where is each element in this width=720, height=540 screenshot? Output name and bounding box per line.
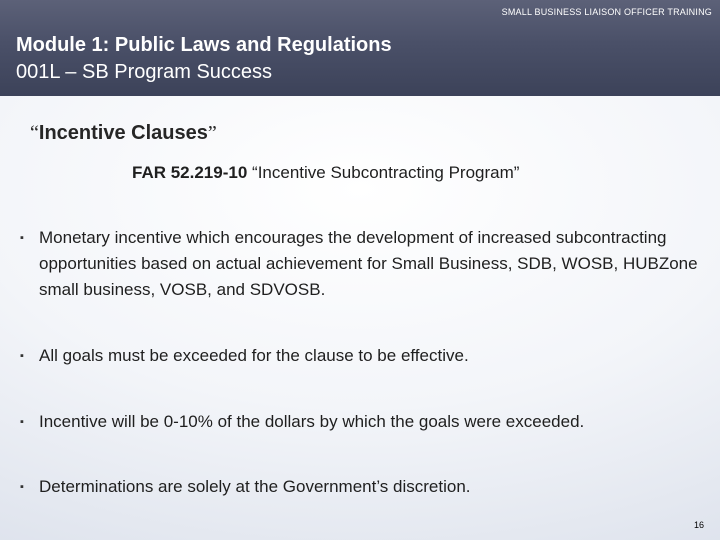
bullet-item — [20, 225, 700, 303]
bullet-marker-icon: ▪ — [20, 481, 24, 493]
bullet-item — [20, 343, 700, 369]
bullet-marker-icon: ▪ — [20, 350, 24, 362]
bullet-text: All goals must be exceeded for the clause to be effective. — [39, 346, 469, 365]
heading-close-quote: ” — [207, 122, 217, 144]
far-title: “Incentive Subcontracting Program” — [252, 163, 520, 182]
far-code: FAR 52.219-10 — [132, 163, 248, 182]
section-heading — [30, 122, 217, 145]
slide-title: Module 1: Public Laws and Regulations — [16, 34, 392, 56]
program-label: SMALL BUSINESS LIAISON OFFICER TRAINING — [501, 7, 712, 17]
slide-header — [0, 0, 720, 96]
slide-subtitle: 001L – SB Program Success — [16, 61, 273, 83]
bullet-marker-icon: ▪ — [20, 232, 24, 244]
page-number: 16 — [693, 520, 704, 530]
bullet-text: Incentive will be 0-10% of the dollars by which the goals were exceeded. — [39, 412, 585, 431]
bullet-item — [20, 409, 700, 435]
bullet-item — [20, 474, 700, 500]
far-reference — [132, 163, 519, 183]
bullet-text: Determinations are solely at the Government’s discretion. — [39, 477, 471, 496]
heading-open-quote: “ — [30, 122, 39, 144]
bullet-text: Monetary incentive which encourages the development of increased subcontracting opportunities based on actual achievement for Small Business, SDB, WOSB, HUBZone small business, VOSB, and SDVOSB. — [39, 228, 698, 299]
section-heading-text: Incentive Clauses — [38, 122, 208, 144]
bullet-marker-icon: ▪ — [20, 416, 24, 428]
